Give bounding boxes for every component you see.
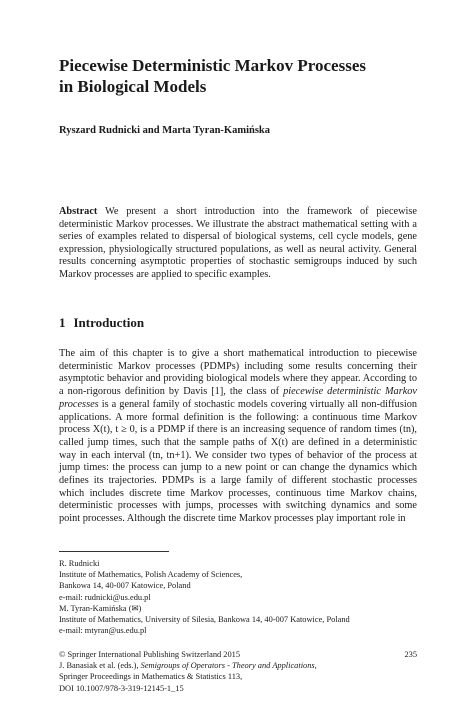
series-line: Springer Proceedings in Mathematics & Statistics 113,	[59, 672, 243, 682]
book-title: Semigroups of Operators - Theory and Applications	[140, 661, 315, 671]
body-text-2: is a general family of stochastic models covering virtually all non-diffusion applications. A more formal definition is the following: a continuous time Markov process X(t), t ≥ 0, is a PDMP if there is an increasing sequence of random times (tn), called jump times, such that the sample paths of X(t) are defined in a deterministic way in each interval (tn, tn+1). We consider two types of behavior of the process at jump times: the process can jump to a new point or can change the dynamics which defines its trajectories. PDMPs is a large family of different stochastic processes which includes discrete time Markov processes, continuous time Markov chains, deterministic processes with jumps, processes with switching dynamics and some point processes. Although the discrete time Markov processes play important role in	[59, 398, 417, 525]
editors: J. Banasiak et al. (eds.),	[59, 661, 141, 671]
body-text-1: The aim of this chapter is to give a short mathematical introduction to piecewise deterministic Markov processes (PDMPs) including some results concerning their asymptotic behavior and providing biological models where they appear. According to a non-rigorous definition by Davis [1], the class of	[59, 348, 417, 398]
section-number: 1	[59, 315, 66, 330]
abstract	[59, 206, 417, 281]
section-heading	[59, 315, 152, 331]
doi-line: DOI 10.1007/978-3-319-12145-1_15	[59, 683, 184, 693]
copyright-line: © Springer International Publishing Switzerland 2015	[59, 650, 241, 659]
abstract-text: We present a short introduction into the framework of piecewise deterministic Markov processes. We illustrate the abstract mathematical setting with a series of examples related to dispersal of biological systems, cell cycle models, gene expression, physiologically structured populations, as well as neural activity. General results concerning asymptotic properties of stochastic semigroups induced by such Markov processes are applied to specific examples.	[59, 206, 417, 280]
page-number: 235	[404, 650, 417, 659]
title-line-1: Piecewise Deterministic Markov Processes	[59, 56, 366, 75]
author-list: Ryszard Rudnicki and Marta Tyran-Kamińska	[59, 125, 271, 136]
affiliation-1	[59, 558, 439, 603]
affiliation-2-name: M. Tyran-Kamińska (✉)	[59, 604, 142, 613]
body-paragraph	[59, 348, 417, 526]
affiliation-1-institute: Institute of Mathematics, Polish Academy of Sciences,	[59, 570, 243, 580]
affiliation-1-address: Bankowa 14, 40-007 Katowice, Poland	[59, 581, 191, 591]
affiliation-2	[59, 603, 439, 637]
abstract-label: Abstract	[59, 206, 98, 217]
editors-line	[59, 660, 359, 671]
title-line-2: in Biological Models	[59, 77, 207, 96]
affiliation-2-institute: Institute of Mathematics, University of Silesia, Bankowa 14, 40-007 Katowice, Poland	[59, 615, 350, 625]
section-title: Introduction	[73, 315, 145, 330]
paper-title	[59, 55, 439, 97]
body-italic-term: piecewise deterministic Markov processes	[59, 386, 417, 410]
affiliation-2-email: e-mail: mtyran@us.edu.pl	[59, 626, 147, 636]
affiliation-1-email: e-mail: rudnicki@us.edu.pl	[59, 592, 151, 602]
book-title-suffix: ,	[314, 661, 317, 671]
footnote-rule	[59, 551, 169, 552]
affiliation-1-name: R. Rudnicki	[59, 559, 100, 568]
publication-info	[59, 649, 359, 694]
